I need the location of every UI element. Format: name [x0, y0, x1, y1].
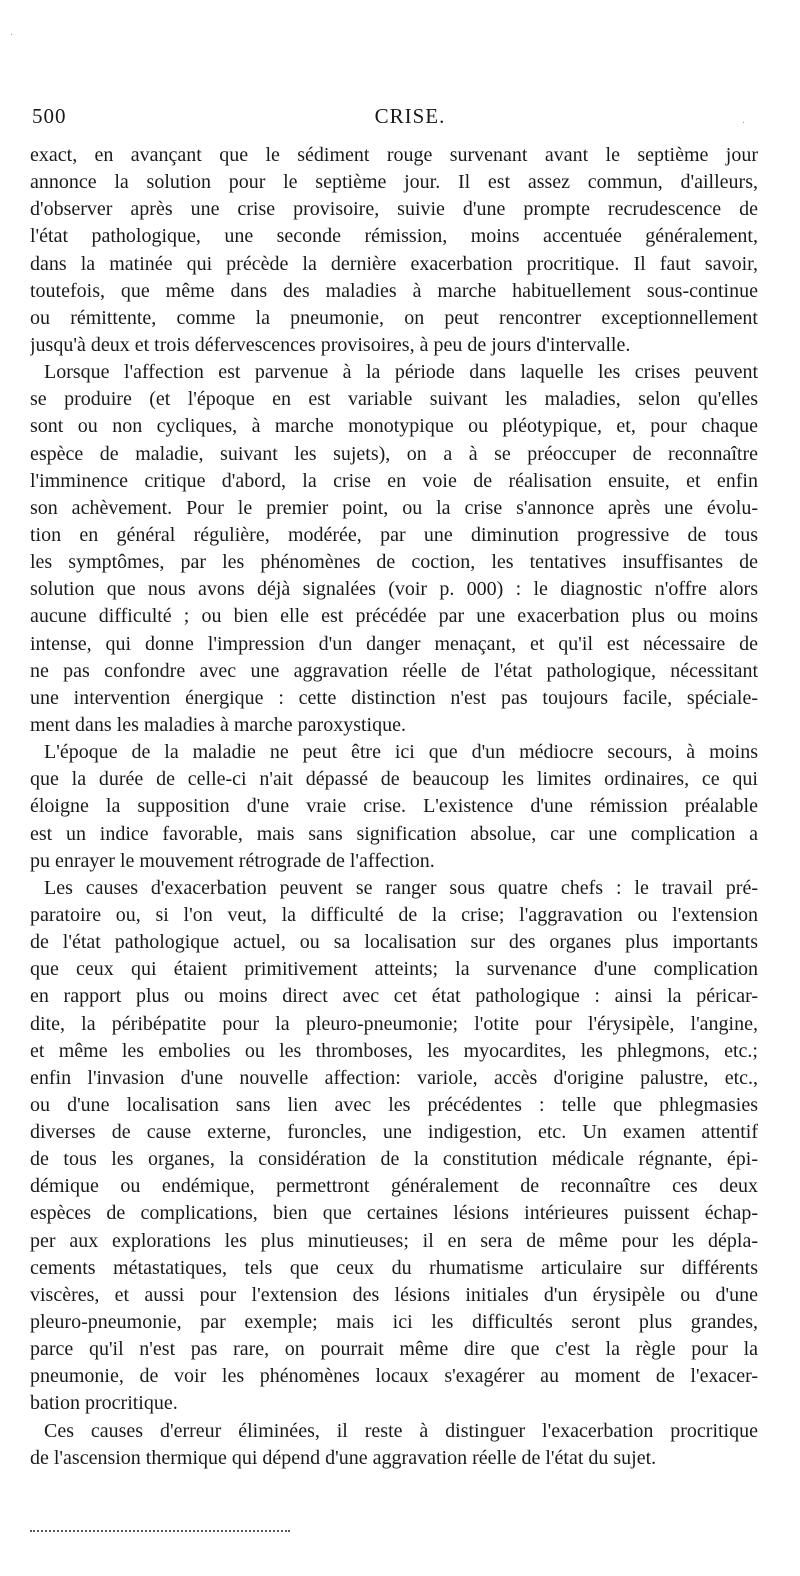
text-line: de l'état pathologique actuel, ou sa localisation sur des organes plus importants — [30, 931, 758, 954]
text-line: de l'ascension thermique qui dépend d'une aggravation réelle de l'état du sujet. — [30, 1446, 657, 1469]
paragraph-start-line: L'époque de la maladie ne peut être ici que d'un médiocre secours, à moins — [44, 741, 758, 764]
section-title: CRISE. — [374, 104, 446, 128]
page-number: 500 — [32, 104, 67, 128]
text-line: les symptômes, par les phénomènes de coction, les tentatives insuffisantes de — [30, 551, 758, 574]
text-line: parce qu'il n'est pas rare, on pourrait même dire que c'est la règle pour la — [30, 1338, 758, 1361]
text-line: espèce de maladie, suivant les sujets), on a à se préoccuper de reconnaître — [30, 442, 758, 465]
text-line: solution que nous avons déjà signalées (voir p. 000) : le diagnostic n'offre alors — [30, 578, 758, 601]
text-line: l'imminence critique d'abord, la crise en voie de réalisation ensuite, et enfin — [30, 469, 758, 492]
text-line: que ceux qui étaient primitivement atteints; la survenance d'une complication — [30, 958, 758, 981]
text-line: aucune difficulté ; ou bien elle est précédée par une exacerbation plus ou moins — [30, 605, 758, 628]
text-line: pneumonie, de voir les phénomènes locaux s'exagérer au moment de l'exacer- — [30, 1365, 758, 1388]
text-line: dite, la péribépatite pour la pleuro-pneumonie; l'otite pour l'érysipèle, l'angine, — [30, 1012, 758, 1035]
footer-rule — [30, 1530, 290, 1532]
text-line: intense, qui donne l'impression d'un danger menaçant, et qu'il est nécessaire de — [30, 632, 758, 655]
text-line: démique ou endémique, permettront généralement de reconnaître ces deux — [30, 1175, 758, 1198]
text-line: sont ou non cycliques, à marche monotypique ou pléotypique, et, pour chaque — [30, 415, 758, 438]
body-text — [30, 142, 770, 1472]
text-line: son achèvement. Pour le premier point, ou la crise s'annonce après une évolu- — [30, 496, 758, 519]
text-line: est un indice favorable, mais sans signification absolue, car une complication a — [30, 822, 758, 845]
text-line: annonce la solution pour le septième jour. Il est assez commun, d'ailleurs, — [30, 171, 758, 194]
text-line: viscères, et aussi pour l'extension des lésions initiales d'un érysipèle ou d'une — [30, 1283, 758, 1306]
text-line: paratoire ou, si l'on veut, la difficulté de la crise; l'aggravation ou l'extension — [30, 903, 758, 926]
text-line: ou d'une localisation sans lien avec les précédentes : telle que phlegmasies — [30, 1093, 758, 1116]
text-line: d'observer après une crise provisoire, suivie d'une prompte recrudescence de — [30, 198, 758, 221]
text-line: ne pas confondre avec une aggravation réelle de l'état pathologique, nécessitant — [30, 659, 758, 682]
text-line: l'état pathologique, une seconde rémission, moins accentuée généralement, — [30, 225, 758, 248]
paragraph-start-line: Ces causes d'erreur éliminées, il reste à distinguer l'exacerbation procritique — [44, 1419, 758, 1442]
text-line: pleuro-pneumonie, par exemple; mais ici les difficultés seront plus grandes, — [30, 1311, 758, 1334]
text-line: et même les embolies ou les thromboses, les myocardites, les phlegmons, etc.; — [30, 1039, 758, 1062]
text-line: jusqu'à deux et trois défervescences provisoires, à peu de jours d'intervalle. — [30, 333, 631, 356]
text-line: en rapport plus ou moins direct avec cet état pathologique : ainsi la péricar- — [30, 985, 758, 1008]
text-line: que la durée de celle-ci n'ait dépassé de beaucoup les limites ordinaires, ce qui — [30, 768, 758, 791]
text-line: cements métastatiques, tels que ceux du rhumatisme articulaire sur différents — [30, 1256, 758, 1279]
text-line: diverses de cause externe, furoncles, une indigestion, etc. Un examen attentif — [30, 1121, 758, 1144]
paragraph-start-line: Lorsque l'affection est parvenue à la période dans laquelle les crises peuvent — [44, 361, 758, 384]
text-line: se produire (et l'époque en est variable suivant les maladies, selon qu'elles — [30, 388, 758, 411]
text-line: pu enrayer le mouvement rétrograde de l'affection. — [30, 849, 435, 872]
text-line: bation procritique. — [30, 1392, 178, 1415]
text-line: tion en général régulière, modérée, par une diminution progressive de tous — [30, 523, 758, 546]
page — [30, 104, 770, 1472]
text-line: une intervention énergique : cette distinction n'est pas toujours facile, spéciale- — [30, 686, 758, 709]
scan-speck: · — [742, 118, 746, 129]
text-line: dans la matinée qui précède la dernière exacerbation procritique. Il faut savoir, — [30, 252, 758, 275]
running-head — [30, 104, 770, 134]
text-line: ment dans les maladies à marche paroxystique. — [30, 713, 406, 736]
text-line: espèces de complications, bien que certaines lésions intérieures puissent échap- — [30, 1202, 758, 1225]
text-line: de tous les organes, la considération de la constitution médicale régnante, épi- — [30, 1148, 758, 1171]
text-line: éloigne la supposition d'une vraie crise. L'existence d'une rémission préalable — [30, 795, 758, 818]
paragraph-start-line: Les causes d'exacerbation peuvent se ranger sous quatre chefs : le travail pré- — [44, 876, 758, 899]
scan-speck: · — [10, 30, 14, 41]
text-line: toutefois, que même dans des maladies à marche habituellement sous-continue — [30, 279, 758, 302]
text-line: enfin l'invasion d'une nouvelle affection: variole, accès d'origine palustre, etc., — [30, 1066, 758, 1089]
text-line: ou rémittente, comme la pneumonie, on peut rencontrer exceptionnellement — [30, 306, 758, 329]
text-line: exact, en avançant que le sédiment rouge survenant avant le septième jour — [30, 144, 758, 166]
text-line: per aux explorations les plus minutieuses; il en sera de même pour les dépla- — [30, 1229, 758, 1252]
